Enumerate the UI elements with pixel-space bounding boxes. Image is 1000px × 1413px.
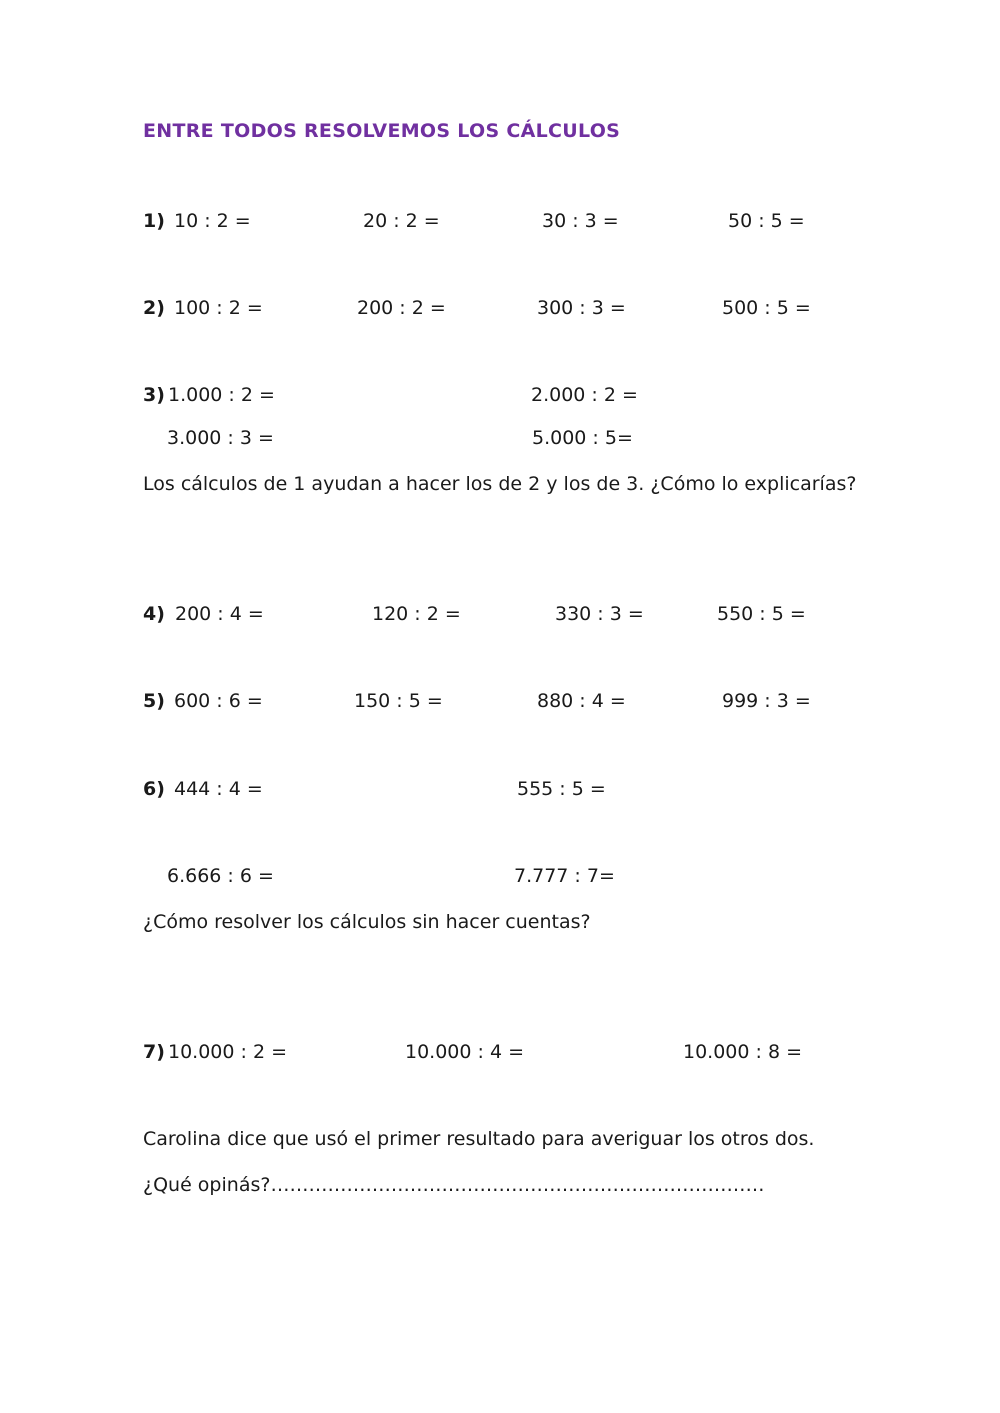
calc-6a: 444 : 4 = bbox=[174, 778, 263, 800]
exercise-number-1: 1) bbox=[143, 210, 165, 232]
calc-2d: 500 : 5 = bbox=[722, 297, 811, 319]
calc-4d: 550 : 5 = bbox=[717, 603, 806, 625]
calc-2a: 100 : 2 = bbox=[174, 297, 263, 319]
calc-6d: 7.777 : 7= bbox=[514, 865, 615, 887]
exercise-number-3: 3) bbox=[143, 384, 165, 406]
exercise-number-6: 6) bbox=[143, 778, 165, 800]
question-3: Carolina dice que usó el primer resultado para averiguar los otros dos. bbox=[143, 1128, 815, 1150]
exercise-number-4: 4) bbox=[143, 603, 165, 625]
calc-6c: 6.666 : 6 = bbox=[167, 865, 274, 887]
question-2: ¿Cómo resolver los cálculos sin hacer cuentas? bbox=[143, 911, 591, 933]
exercise-number-5: 5) bbox=[143, 690, 165, 712]
calc-2c: 300 : 3 = bbox=[537, 297, 626, 319]
calc-4a: 200 : 4 = bbox=[175, 603, 264, 625]
calc-2b: 200 : 2 = bbox=[357, 297, 446, 319]
calc-5c: 880 : 4 = bbox=[537, 690, 626, 712]
calc-3b: 2.000 : 2 = bbox=[531, 384, 638, 406]
calc-3a: 1.000 : 2 = bbox=[168, 384, 275, 406]
calc-1d: 50 : 5 = bbox=[728, 210, 805, 232]
calc-1c: 30 : 3 = bbox=[542, 210, 619, 232]
calc-7a: 10.000 : 2 = bbox=[168, 1041, 288, 1063]
calc-7b: 10.000 : 4 = bbox=[405, 1041, 525, 1063]
question-4-answer-line: ¿Qué opinás?…………………………………………………………………… bbox=[143, 1174, 765, 1196]
question-1: Los cálculos de 1 ayudan a hacer los de 2 y los de 3. ¿Cómo lo explicarías? bbox=[143, 473, 857, 495]
exercise-number-2: 2) bbox=[143, 297, 165, 319]
calc-5a: 600 : 6 = bbox=[174, 690, 263, 712]
calc-6b: 555 : 5 = bbox=[517, 778, 606, 800]
calc-3c: 3.000 : 3 = bbox=[167, 427, 274, 449]
calc-4b: 120 : 2 = bbox=[372, 603, 461, 625]
calc-3d: 5.000 : 5= bbox=[532, 427, 633, 449]
calc-4c: 330 : 3 = bbox=[555, 603, 644, 625]
calc-1a: 10 : 2 = bbox=[174, 210, 251, 232]
calc-5d: 999 : 3 = bbox=[722, 690, 811, 712]
calc-7c: 10.000 : 8 = bbox=[683, 1041, 803, 1063]
exercise-number-7: 7) bbox=[143, 1041, 165, 1063]
calc-1b: 20 : 2 = bbox=[363, 210, 440, 232]
worksheet-title: ENTRE TODOS RESOLVEMOS LOS CÁLCULOS bbox=[143, 120, 621, 142]
calc-5b: 150 : 5 = bbox=[354, 690, 443, 712]
